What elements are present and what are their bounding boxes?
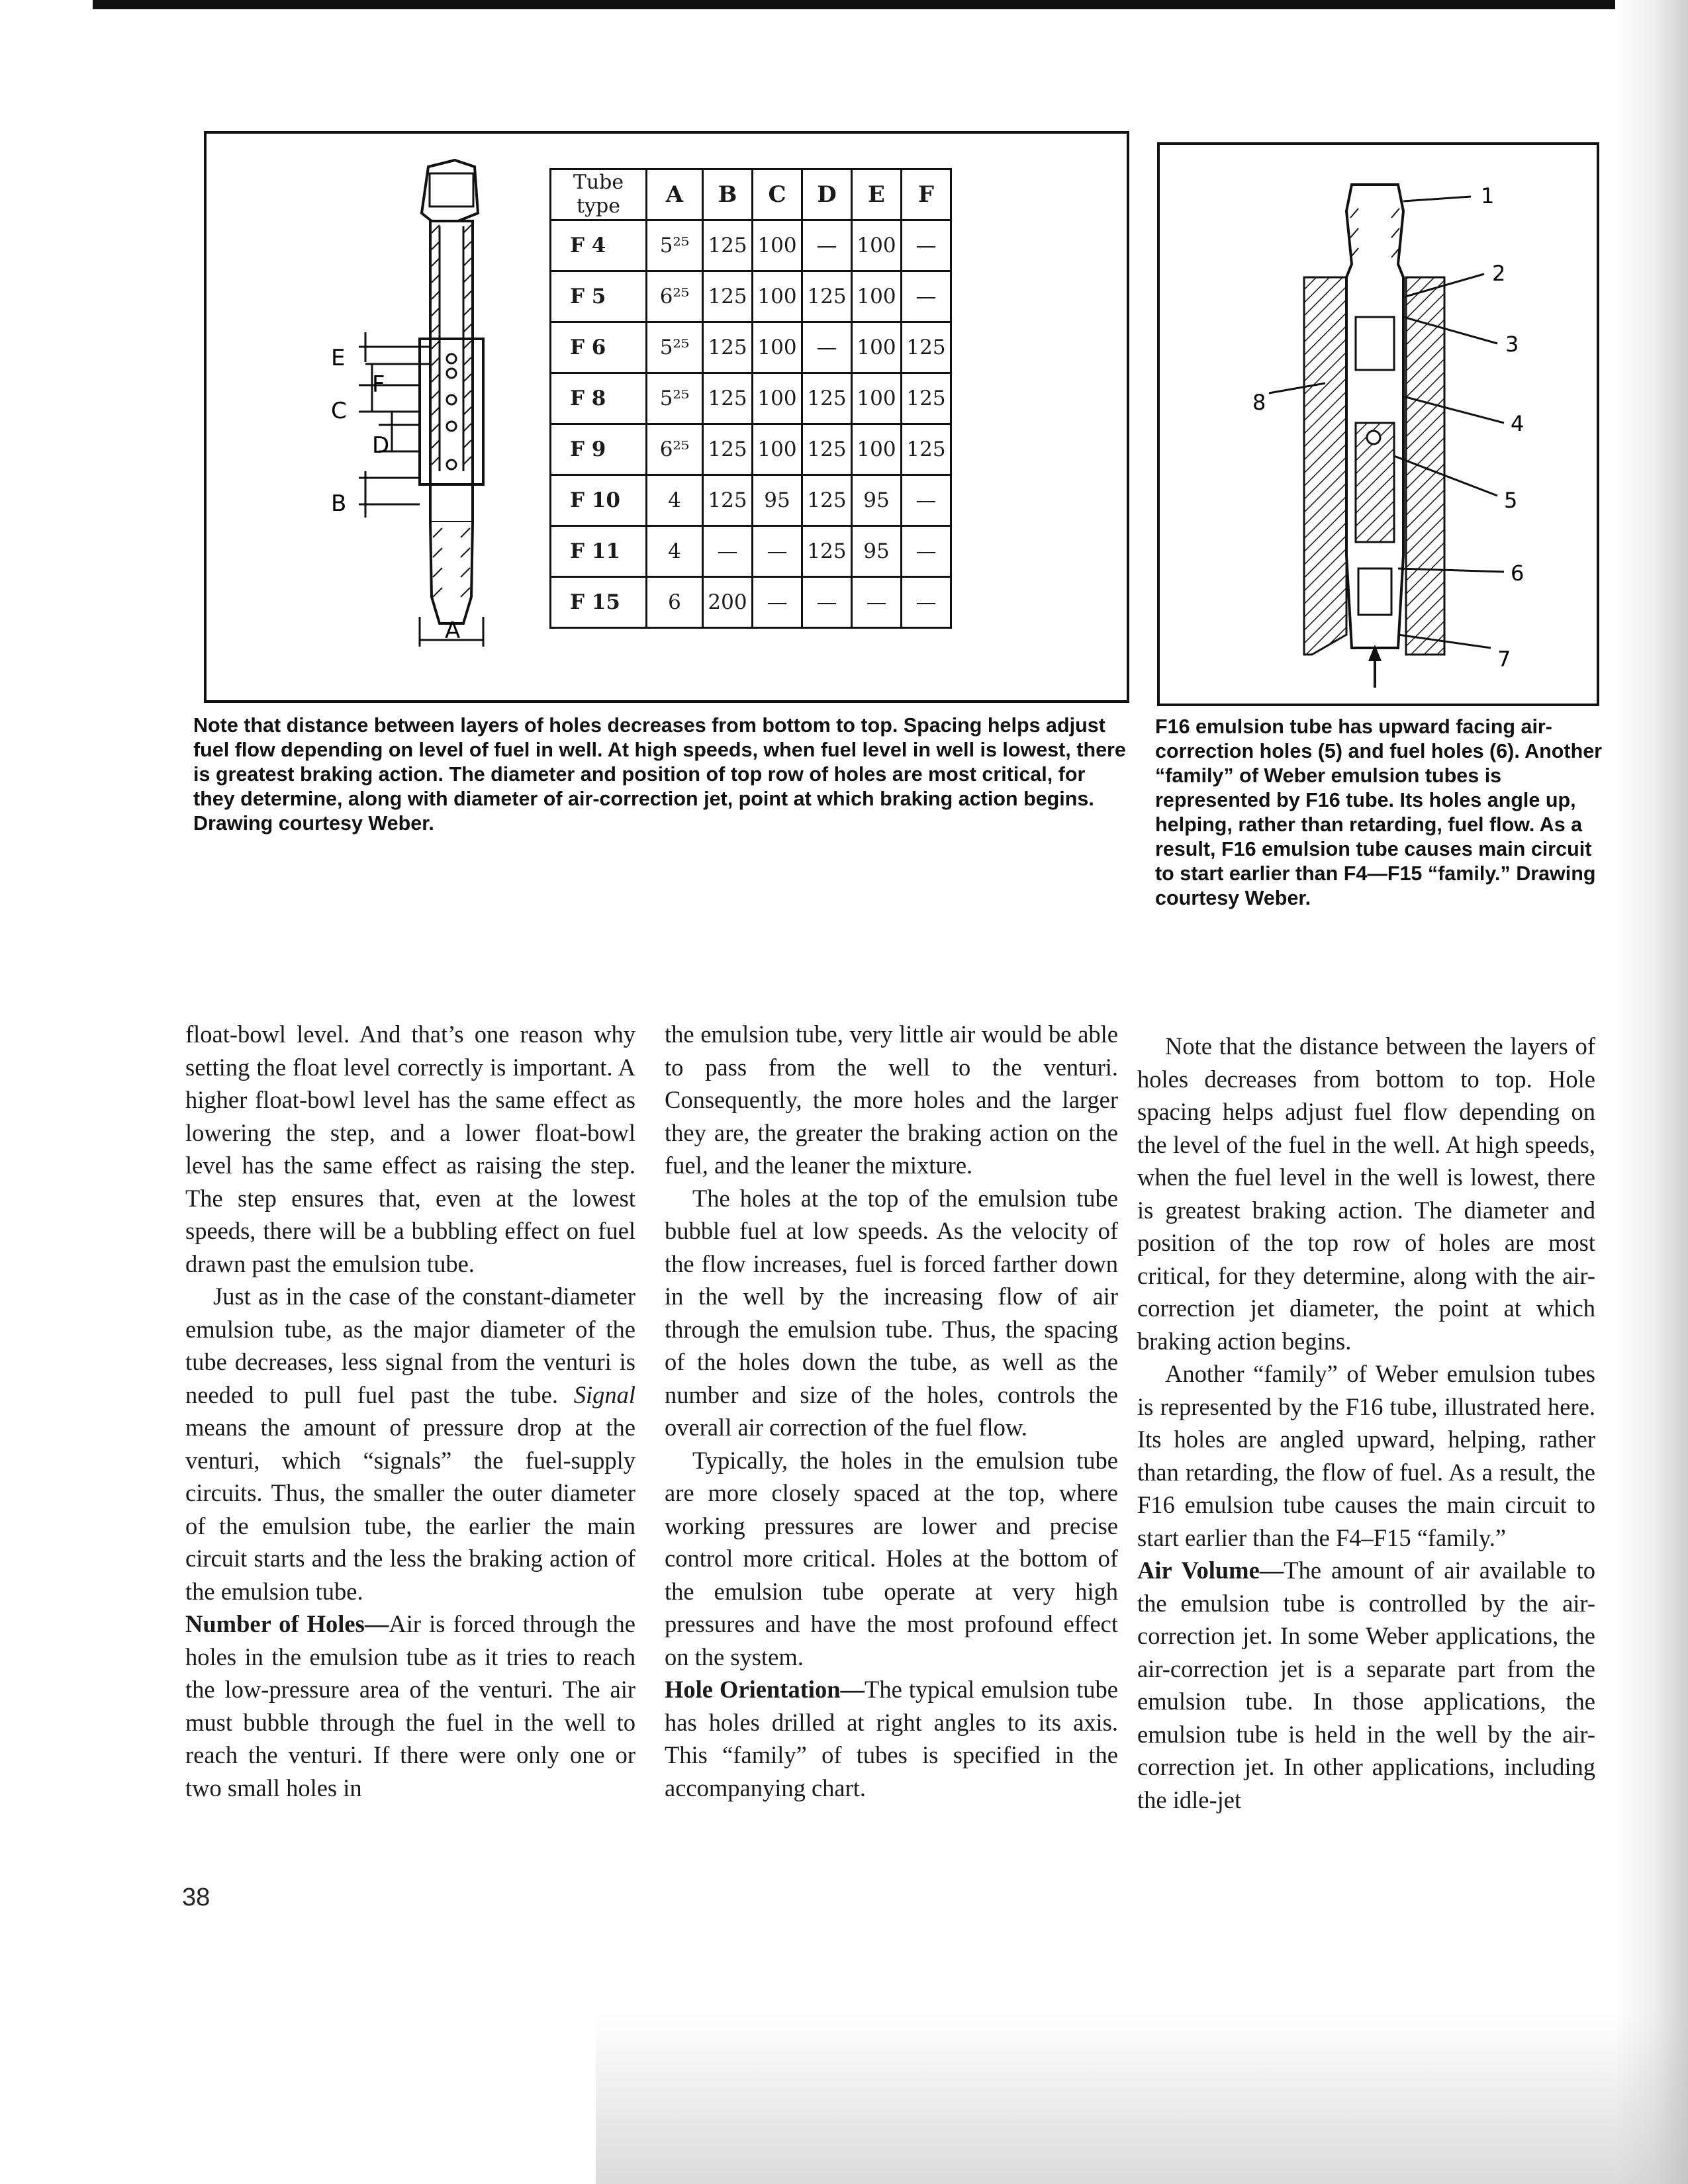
callout-4: 4 xyxy=(1511,411,1524,436)
table-cell: 125 xyxy=(703,220,753,271)
table-cell: 95 xyxy=(753,475,802,526)
table-cell: 125 xyxy=(802,475,852,526)
table-header-cell: E xyxy=(852,169,902,220)
table-cell: 95 xyxy=(852,475,902,526)
paragraph: Air Volume—The amount of air available to the emulsion tube is controlled by the air-correction jet. In some Weber applications, the air-correction jet is a separate part from the emulsion tube. In those applications, the emulsion tube is held in the well by the air-correction jet. In other applications, including the idle-jet xyxy=(1137,1557,1595,1813)
emulsion-tube-drawing xyxy=(207,134,498,676)
table-row xyxy=(551,526,951,577)
table-cell: 125 xyxy=(902,424,951,475)
table-cell: 100 xyxy=(753,373,802,424)
subhead-number-of-holes: Number of Holes— xyxy=(185,1610,389,1637)
paragraph: Hole Orientation—The typical emulsion tube has holes drilled at right angles to its axis. This “family” of tubes is specified in the accompanying chart. xyxy=(665,1676,1118,1801)
body-column-1 xyxy=(185,1018,635,1804)
table-cell: 125 xyxy=(703,424,753,475)
table-cell: — xyxy=(802,220,852,271)
table-cell: 100 xyxy=(852,322,902,373)
table-cell: — xyxy=(902,526,951,577)
tube-spec-table xyxy=(549,168,952,629)
paragraph: float-bowl level. And that’s one reason why setting the float level correctly is important. A higher float-bowl level has the same effect as lowering the step, and a lower float-bowl level has the same effect as raising the step. The step ensures that, even at the lowest speeds, there will be a bubbling effect on fuel drawn past the emulsion tube. xyxy=(185,1021,635,1277)
table-cell: 125 xyxy=(703,373,753,424)
table-row xyxy=(551,424,951,475)
table-cell: 100 xyxy=(852,373,902,424)
table-cell: F 5 xyxy=(551,271,647,322)
table-cell: — xyxy=(852,577,902,628)
table-cell: 125 xyxy=(703,271,753,322)
table-cell: F 10 xyxy=(551,475,647,526)
table-cell: 5²⁵ xyxy=(647,373,703,424)
table-cell: — xyxy=(802,322,852,373)
table-cell: 125 xyxy=(902,322,951,373)
callout-7: 7 xyxy=(1497,647,1511,672)
dim-label-a: A xyxy=(445,617,461,644)
table-cell: 125 xyxy=(802,373,852,424)
paragraph: Note that the distance between the layers of holes decreases from bottom to top. Hole spacing helps adjust fuel flow depending on the level of the fuel in the well. At high speeds, when the fuel level in the well is lowest, there is greatest braking action. The diameter and position of the top row of holes are most critical, for they determine, along with the air-correction jet diameter, the point at which braking action begins. xyxy=(1137,1032,1595,1355)
dim-label-d: D xyxy=(372,432,390,459)
dim-label-c: C xyxy=(331,398,347,424)
table-header-cell: B xyxy=(703,169,753,220)
table-cell: 125 xyxy=(802,424,852,475)
table-header-cell: C xyxy=(753,169,802,220)
figure-caption-left: Note that distance between layers of holes decreases from bottom to top. Spacing helps adjust fuel flow depending on level of fuel in well. At high speeds, when fuel level in well is lowest, there is greatest braking action. The diameter and position of top row of holes are most critical, for they determine, along with diameter of air-correction jet, point at which braking action begins. Drawing courtesy Weber. xyxy=(193,714,1126,835)
table-cell: 125 xyxy=(902,373,951,424)
figure-caption-right: F16 emulsion tube has upward facing air-correction holes (5) and fuel holes (6). Another “family” of Weber emulsion tubes is represented by F16 tube. Its holes angle up, helping, rather than retarding, fuel flow. As a result, F16 emulsion tube causes main circuit to start earlier than F4—F15 “family.” Drawing courtesy Weber. xyxy=(1155,715,1603,909)
subhead-hole-orientation: Hole Orientation— xyxy=(665,1676,865,1703)
table-cell: F 6 xyxy=(551,322,647,373)
page-gutter-shadow xyxy=(1615,0,1688,2184)
table-cell: — xyxy=(902,475,951,526)
table-cell: — xyxy=(753,526,802,577)
table-cell: — xyxy=(902,220,951,271)
table-row xyxy=(551,271,951,322)
table-cell: F 4 xyxy=(551,220,647,271)
callout-5: 5 xyxy=(1504,488,1518,513)
table-cell: — xyxy=(753,577,802,628)
table-header-cell: F xyxy=(902,169,951,220)
table-cell: — xyxy=(703,526,753,577)
table-cell: 5²⁵ xyxy=(647,322,703,373)
table-header-row xyxy=(551,169,951,220)
callout-2: 2 xyxy=(1492,261,1506,286)
subhead-air-volume: Air Volume— xyxy=(1137,1557,1284,1584)
paragraph: Just as in the case of the constant-diameter emulsion tube, as the major diameter of the tube decreases, less signal from the venturi is needed to pull fuel past the tube. Signal means the amount of pressure drop at the venturi, which “signals” the fuel-supply circuits. Thus, the smaller the outer diameter of the emulsion tube, the earlier the main circuit starts and the less the braking action of the emulsion tube. xyxy=(185,1283,635,1605)
table-row xyxy=(551,577,951,628)
table-cell: F 8 xyxy=(551,373,647,424)
table-cell: 95 xyxy=(852,526,902,577)
table-cell: 6²⁵ xyxy=(647,271,703,322)
table-cell: — xyxy=(902,271,951,322)
paragraph: Typically, the holes in the emulsion tube are more closely spaced at the top, where working pressures are lower and precise control more critical. Holes at the bottom of the emulsion tube operate at very high pressures and have the most profound effect on the system. xyxy=(665,1446,1118,1670)
table-row xyxy=(551,322,951,373)
f16-tube-drawing xyxy=(1160,145,1597,704)
table-header-cell: Tube type xyxy=(551,169,647,220)
table-row xyxy=(551,220,951,271)
table-cell: 4 xyxy=(647,526,703,577)
table-cell: — xyxy=(802,577,852,628)
emulsion-tube-figure xyxy=(204,131,1129,703)
table-cell: 100 xyxy=(852,424,902,475)
paragraph: the emulsion tube, very little air would be able to pass from the well to the venturi. Consequently, the more holes and the larger they are, the greater the braking action on the fuel, and the leaner the mixture. xyxy=(665,1021,1118,1179)
table-cell: 6²⁵ xyxy=(647,424,703,475)
table-cell: 100 xyxy=(852,271,902,322)
table-cell: F 9 xyxy=(551,424,647,475)
paragraph: The holes at the top of the emulsion tube bubble fuel at low speeds. As the velocity of the flow increases, fuel is forced farther down in the well by the increasing flow of air through the emulsion tube. Thus, the spacing of the holes down the tube, as well as the number and size of the holes, controls the overall air correction of the fuel flow. xyxy=(665,1184,1118,1441)
f16-tube-figure xyxy=(1157,142,1599,706)
table-cell: 200 xyxy=(703,577,753,628)
callout-8: 8 xyxy=(1252,390,1266,415)
dim-label-b: B xyxy=(331,490,347,517)
paragraph: Number of Holes—Air is forced through the holes in the emulsion tube as it tries to reach the low-pressure area of the venturi. The air must bubble through the fuel in the well to reach the venturi. If there were only one or two small holes in xyxy=(185,1610,635,1801)
table-cell: 100 xyxy=(753,220,802,271)
table-cell: 125 xyxy=(802,526,852,577)
table-cell: 4 xyxy=(647,475,703,526)
table-header-cell: D xyxy=(802,169,852,220)
table-row xyxy=(551,475,951,526)
table-cell: 100 xyxy=(852,220,902,271)
table-cell: 100 xyxy=(753,424,802,475)
body-column-2 xyxy=(665,1018,1118,1804)
callout-3: 3 xyxy=(1505,332,1519,357)
table-cell: F 15 xyxy=(551,577,647,628)
table-cell: 125 xyxy=(703,475,753,526)
callout-1: 1 xyxy=(1481,183,1495,208)
table-cell: 125 xyxy=(802,271,852,322)
table-cell: F 11 xyxy=(551,526,647,577)
table-cell: — xyxy=(902,577,951,628)
table-cell: 5²⁵ xyxy=(647,220,703,271)
table-cell: 6 xyxy=(647,577,703,628)
paragraph: Another “family” of Weber emulsion tubes is represented by the F16 tube, illustrated here. Its holes are angled upward, helping, rather than retarding, the flow of fuel. As a result, the F16 emulsion tube causes the main circuit to start earlier than the F4–F15 “family.” xyxy=(1137,1360,1595,1551)
body-column-3 xyxy=(1137,1030,1595,1816)
callout-6: 6 xyxy=(1511,561,1524,586)
table-cell: 100 xyxy=(753,271,802,322)
table-cell: 125 xyxy=(703,322,753,373)
page-number: 38 xyxy=(182,1884,211,1911)
table-cell: 100 xyxy=(753,322,802,373)
scan-shadow xyxy=(596,2012,1688,2184)
page-top-edge xyxy=(0,0,1688,9)
dim-label-e: E xyxy=(331,345,346,371)
page-corner xyxy=(0,0,93,20)
table-header-cell: A xyxy=(647,169,703,220)
table-row xyxy=(551,373,951,424)
dim-label-f: F xyxy=(372,371,385,398)
